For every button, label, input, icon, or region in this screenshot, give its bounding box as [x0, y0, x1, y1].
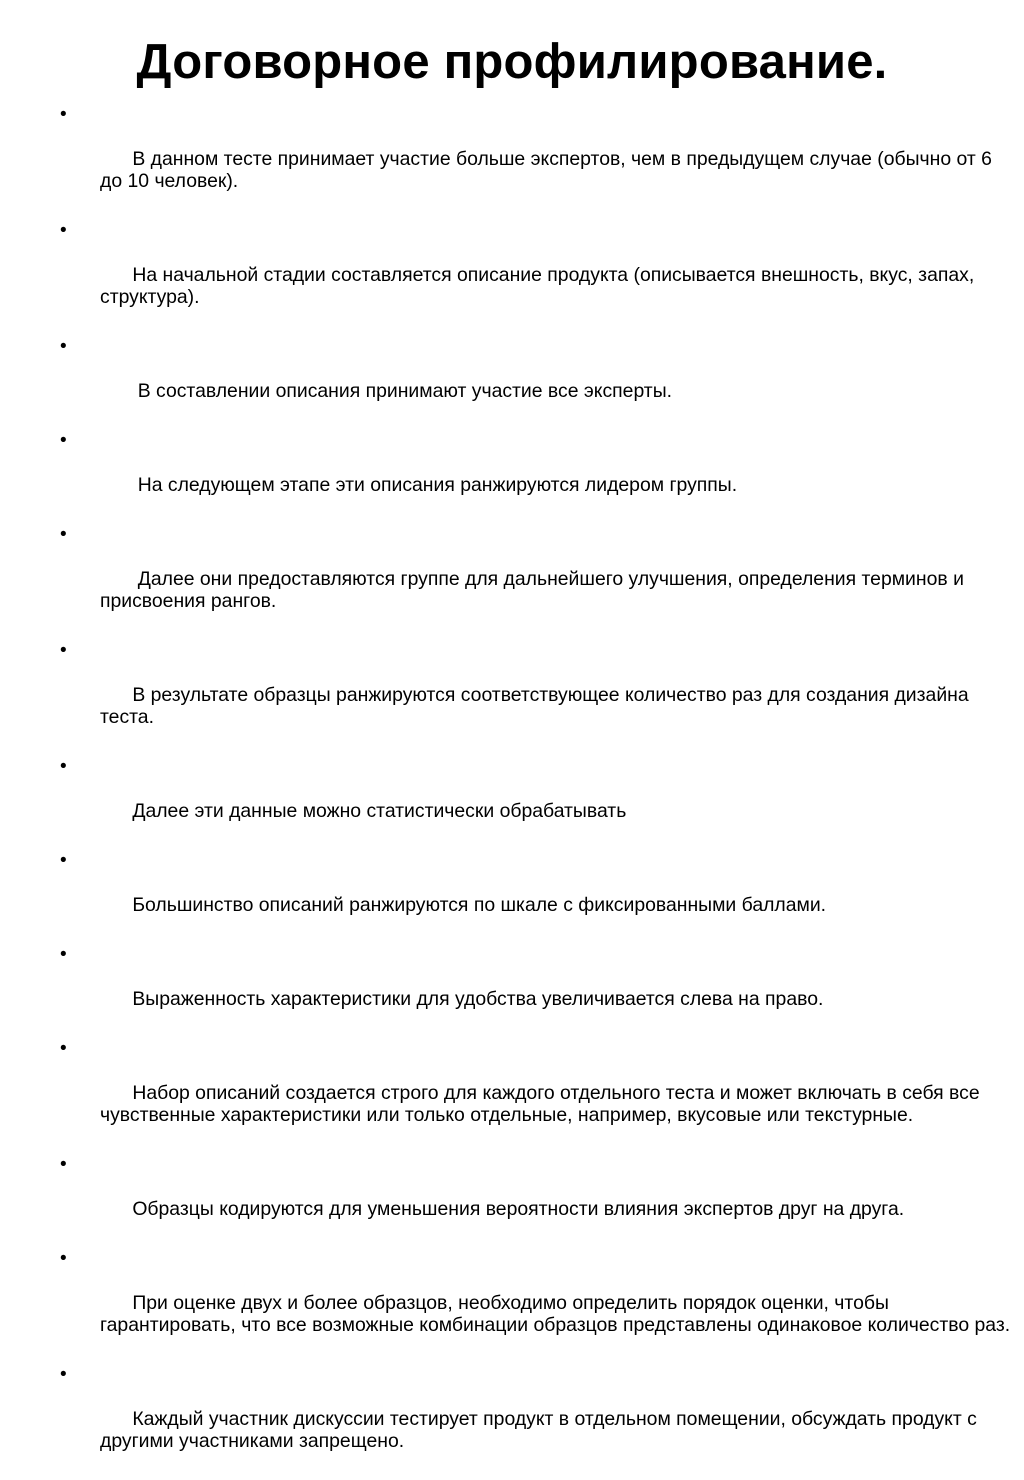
bullet-item	[58, 220, 1016, 330]
bullet-item	[58, 1154, 1016, 1242]
bullet-icon: •	[60, 1364, 67, 1385]
bullet-item	[58, 640, 1016, 750]
bullet-item	[58, 430, 1016, 518]
bullet-icon: •	[60, 220, 67, 241]
bullet-item	[58, 524, 1016, 634]
bullet-icon: •	[60, 336, 67, 357]
bullet-icon: •	[60, 430, 67, 451]
bullet-item	[58, 850, 1016, 938]
bullet-text: Образцы кодируются для уменьшения вероятности влияния экспертов друг на друга.	[132, 1198, 905, 1220]
bullet-text: В составлении описания принимают участие все эксперты.	[132, 380, 673, 402]
bullet-item	[58, 336, 1016, 424]
bullet-text: Набор описаний создается строго для каждого отдельного теста и может включать в себя все чувственные характеристики или только отдельные, например, вкусовые или текстурные.	[100, 1082, 986, 1126]
bullet-icon: •	[60, 850, 67, 871]
bullet-text: В данном тесте принимает участие больше экспертов, чем в предыдущем случае (обычно от 6 до 10 человек).	[100, 148, 998, 192]
bullet-text: В результате образцы ранжируются соответствующее количество раз для создания дизайна теста.	[100, 684, 975, 728]
bullet-text: Каждый участник дискуссии тестирует продукт в отдельном помещении, обсуждать продукт с другими участниками запрещено.	[100, 1408, 983, 1452]
bullet-icon: •	[60, 104, 67, 125]
bullet-icon: •	[60, 1038, 67, 1059]
bullet-item	[58, 1248, 1016, 1358]
bullet-text: На следующем этапе эти описания ранжируются лидером группы.	[132, 474, 738, 496]
bullet-icon: •	[60, 944, 67, 965]
bullet-text: При оценке двух и более образцов, необходимо определить порядок оценки, чтобы гарантировать, что все возможные комбинации образцов представлены одинаковое количество раз.	[100, 1292, 1011, 1336]
bullet-icon: •	[60, 524, 67, 545]
bullet-icon: •	[60, 1248, 67, 1269]
bullet-text: Выраженность характеристики для удобства увеличивается слева на право.	[132, 988, 824, 1010]
bullet-icon: •	[60, 1154, 67, 1175]
bullet-text: На начальной стадии составляется описание продукта (описывается внешность, вкус, запах, структура).	[100, 264, 980, 308]
bullet-item	[58, 1364, 1016, 1474]
bullet-text: Далее эти данные можно статистически обрабатывать	[132, 800, 627, 822]
bullet-icon: •	[60, 640, 67, 661]
bullet-item	[58, 104, 1016, 214]
bullet-text: Большинство описаний ранжируются по шкале с фиксированными баллами.	[132, 894, 827, 916]
bullet-list	[58, 104, 1016, 1480]
bullet-text: Далее они предоставляются группе для дальнейшего улучшения, определения терминов и присвоения рангов.	[100, 568, 970, 612]
bullet-item	[58, 756, 1016, 844]
bullet-item	[58, 1038, 1016, 1148]
bullet-item	[58, 944, 1016, 1032]
slide-title: Договорное профилирование.	[136, 35, 888, 89]
bullet-icon: •	[60, 756, 67, 777]
